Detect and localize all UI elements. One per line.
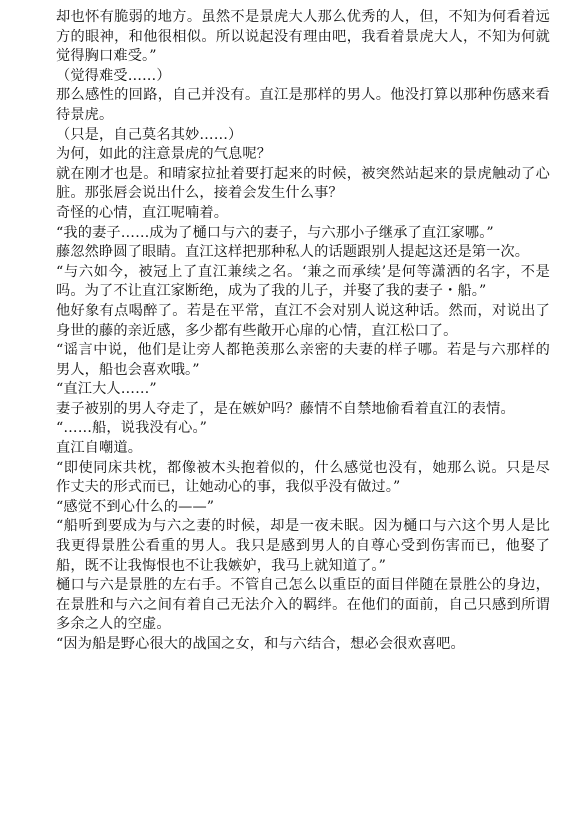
paragraph-7: 奇怪的心情，直江呢喃着。 [56,204,229,221]
paragraph-12: “谣言中说，他们是让旁人都艳羡那么亲密的夫妻的样子哪。若是与六那样的男人，船也会喜欢哦。” [56,342,550,378]
paragraph-11: 他好象有点喝醉了。若是在平常，直江不会对别人说这种话。然而，对说出了身世的藤的亲近感，多少都有些敞开心扉的心情，直江松口了。 [56,302,550,339]
paragraph-21: “因为船是野心很大的战国之女，和与六结合，想必会很欢喜吧。 [56,636,465,652]
paragraph-8: “我的妻子……成为了樋口与六的妻子，与六那小子继承了直江家哪。” [56,224,494,241]
paragraph-5: 为何，如此的注意景虎的气息呢？ [56,146,272,163]
paragraph-20: 樋口与六是景胜的左右手。不管自己怎么以重臣的面目伴随在景胜公的身边，在景胜和与六之间有着自己无法介入的羁绊。在他们的面前，自己只感到所谓多余之人的空虚。 [56,577,550,633]
paragraph-10: “与六如今，被冠上了直江兼续之名。‘兼之而承续’是何等潇洒的名字，不是吗。为了不让直江家断绝，成为了我的儿子，并娶了我的妻子・船。” [56,263,550,300]
paragraph-17: “即使同床共枕，都像被木头抱着似的，什么感觉也没有，她那么说。只是尽作丈夫的形式而已，让她动心的事，我似乎没有做过。” [56,459,550,496]
paragraph-2: （觉得难受……） [56,67,171,84]
paragraph-14: 妻子被别的男人夺走了，是在嫉妒吗？藤情不自禁地偷看着直江的表情。 [56,400,515,417]
paragraph-16: 直江自嘲道。 [56,440,143,457]
paragraph-19: “船听到要成为与六之妻的时候，却是一夜未眠。因为樋口与六这个男人是比我更得景胜公看重的男人。我只是感到男人的自尊心受到伤害而已，他娶了船，既不让我悔恨也不让我嫉妒，我马上就知道了。” [56,518,550,574]
paragraph-6: 就在刚才也是。和晴家拉扯着要打起来的时候，被突然站起来的景虎触动了心脏。那张唇会说出什么，接着会发生什么事？ [56,165,550,202]
paragraph-18: “感觉不到心什么的——” [56,498,215,515]
paragraph-13: “直江大人……” [56,381,157,398]
document-page [56,8,550,655]
paragraph-15: “……船，说我没有心。” [56,420,208,437]
paragraph-1: 却也怀有脆弱的地方。虽然不是景虎大人那么优秀的人，但，不知为何看着远方的眼神，和他很相似。所以说起没有理由吧，我看着景虎大人，不知为何就觉得胸口难受。” [56,9,550,65]
paragraph-4: （只是，自己莫名其妙……） [56,126,243,143]
paragraph-3: 那么感性的回路，自己并没有。直江是那样的男人。他没打算以那种伤感来看待景虎。 [56,87,550,123]
paragraph-9: 藤忽然睁圆了眼睛。直江这样把那种私人的话题跟别人提起这还是第一次。 [56,244,530,261]
